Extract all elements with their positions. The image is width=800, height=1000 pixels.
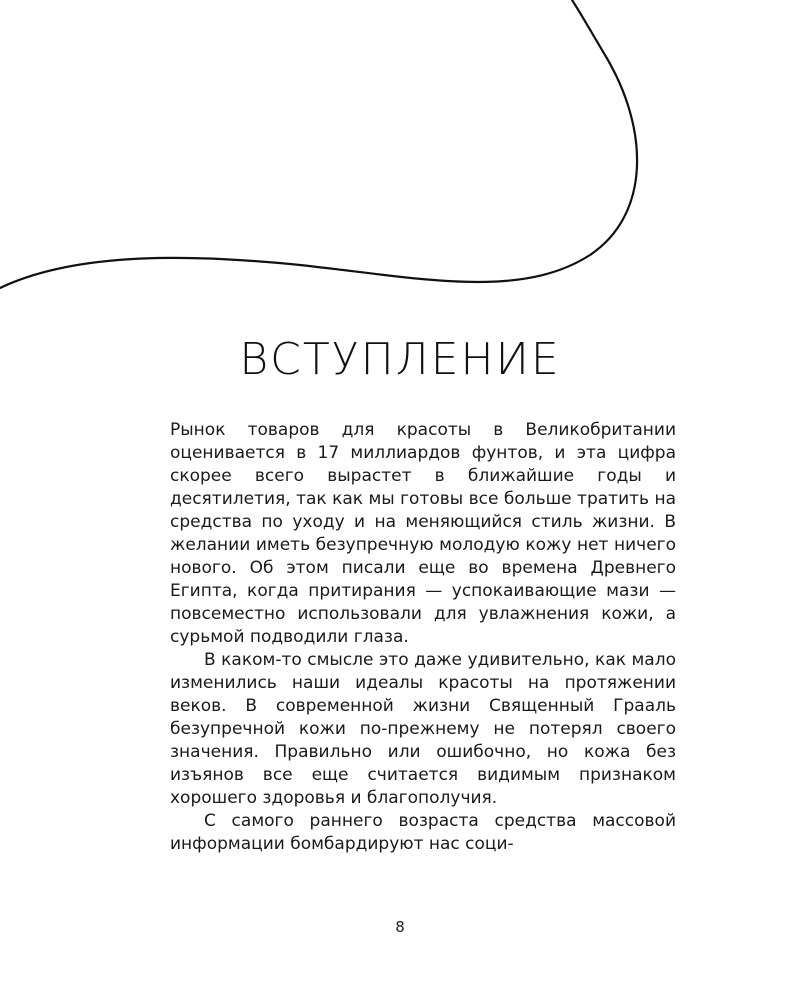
chapter-body — [170, 419, 676, 856]
paragraph: Рынок товаров для красоты в Великобритании оценивается в 17 миллиардов фунтов, и эта цифра скорее всего вырастет в ближайшие годы и десятилетия, так как мы готовы все больше тратить на средства по уходу и на меняющийся стиль жизни. В желании иметь безупречную молодую кожу нет ничего нового. Об этом писали еще во времена Древнего Египта, когда притирания — успокаивающие мази — повсеместно использовали для увлажнения кожи, а сурьмой подводили глаза. — [170, 420, 676, 647]
chapter-title: ВСТУПЛЕНИЕ — [239, 334, 561, 385]
paragraph: С самого раннего возраста средства массовой информации бомбардируют нас соци- — [170, 811, 676, 854]
decorative-curve — [0, 0, 800, 320]
page-number: 8 — [395, 918, 405, 936]
paragraph: В каком-то смысле это даже удивительно, как мало изменились наши идеалы красоты на протяжении веков. В современной жизни Священный Грааль безупречной кожи по-прежнему не потерял своего значения. Правильно или ошибочно, но кожа без изъянов все еще считается видимым признаком хорошего здоровья и благополучия. — [170, 650, 676, 808]
